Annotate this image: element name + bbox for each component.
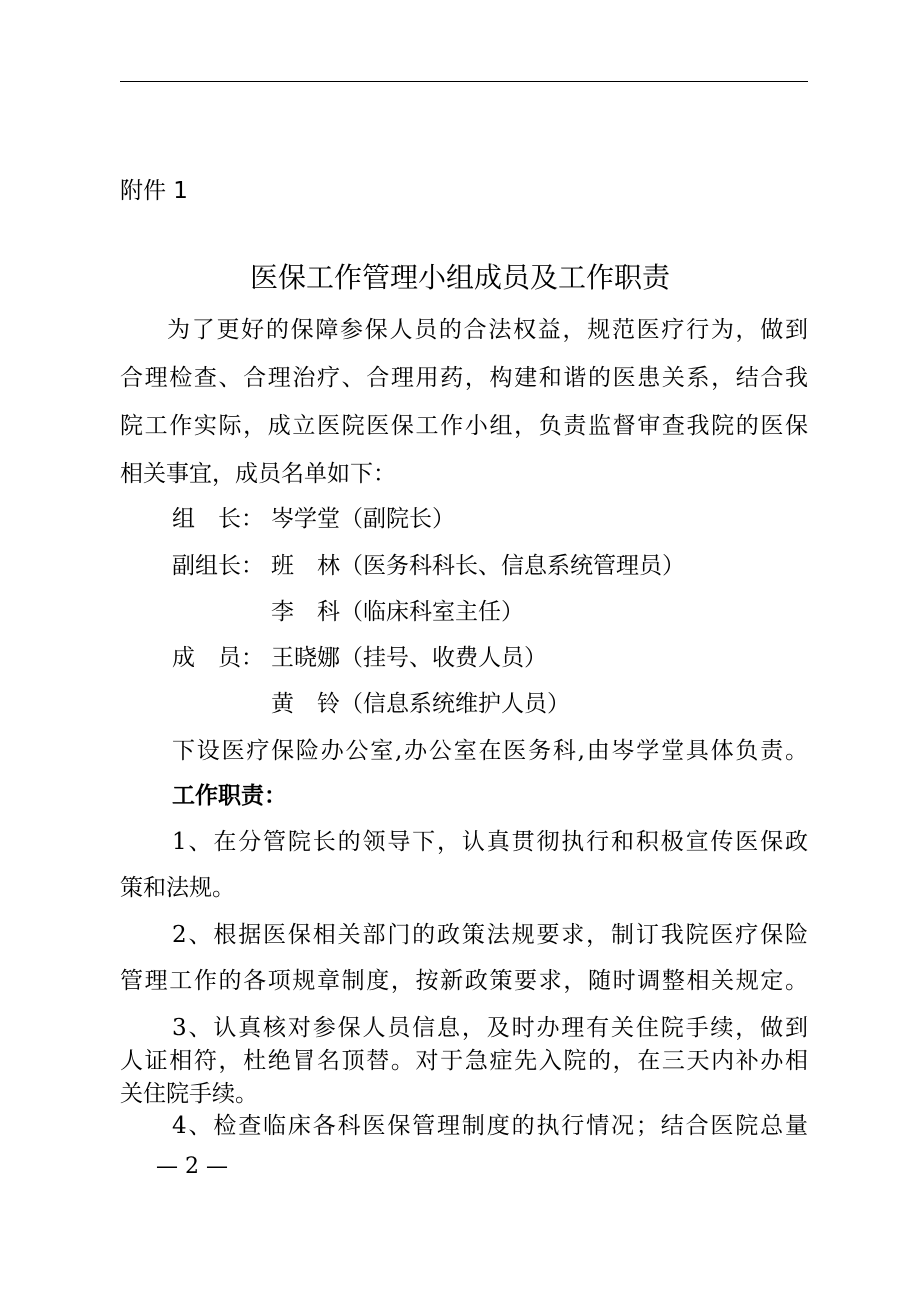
duty-line-3: 2、根据医保相关部门的政策法规要求，制订我院医疗保险 <box>172 922 808 948</box>
member-role-deputy: 副组长： <box>172 553 264 579</box>
office-line: 下设医疗保险办公室,办公室在医务科,由岑学堂具体负责。 <box>172 738 808 764</box>
duty-line-4: 管理工作的各项规章制度，按新政策要求，随时调整相关规定。 <box>120 968 808 994</box>
member-role-leader: 组 长： <box>172 506 264 532</box>
duty-line-7: 关住院手续。 <box>120 1081 258 1107</box>
member-member-2: 黄 铃（信息系统维护人员） <box>271 691 570 717</box>
intro-line-4: 相关事宜，成员名单如下： <box>120 461 396 487</box>
intro-line-1: 为了更好的保障参保人员的合法权益，规范医疗行为，做到 <box>167 317 808 343</box>
header-rule <box>120 81 808 82</box>
duty-line-8: 4、检查临床各科医保管理制度的执行情况；结合医院总量 <box>172 1113 808 1139</box>
intro-line-2: 合理检查、合理治疗、合理用药，构建和谐的医患关系，结合我 <box>120 365 808 391</box>
duty-line-5: 3、认真核对参保人员信息，及时办理有关住院手续，做到 <box>172 1015 808 1041</box>
member-leader: 岑学堂（副院长） <box>271 506 455 532</box>
member-deputy-1: 班 林（医务科科长、信息系统管理员） <box>271 553 685 579</box>
member-deputy-2: 李 科（临床科室主任） <box>271 599 524 625</box>
attachment-label: 附件 1 <box>120 178 188 204</box>
intro-line-3: 院工作实际，成立医院医保工作小组，负责监督审查我院的医保 <box>120 413 808 439</box>
duties-heading: 工作职责： <box>172 782 287 809</box>
member-member-1: 王晓娜（挂号、收费人员） <box>271 645 547 671</box>
duty-line-2: 策和法规。 <box>120 875 235 901</box>
duty-line-6: 人证相符，杜绝冒名顶替。对于急症先入院的，在三天内补办相 <box>120 1048 808 1074</box>
document-title: 医保工作管理小组成员及工作职责 <box>249 261 670 294</box>
duty-line-1: 1、在分管院长的领导下，认真贯彻执行和积极宣传医保政 <box>172 829 808 855</box>
member-role-member: 成 员： <box>172 645 264 671</box>
page-number: — 2 — <box>156 1154 228 1179</box>
